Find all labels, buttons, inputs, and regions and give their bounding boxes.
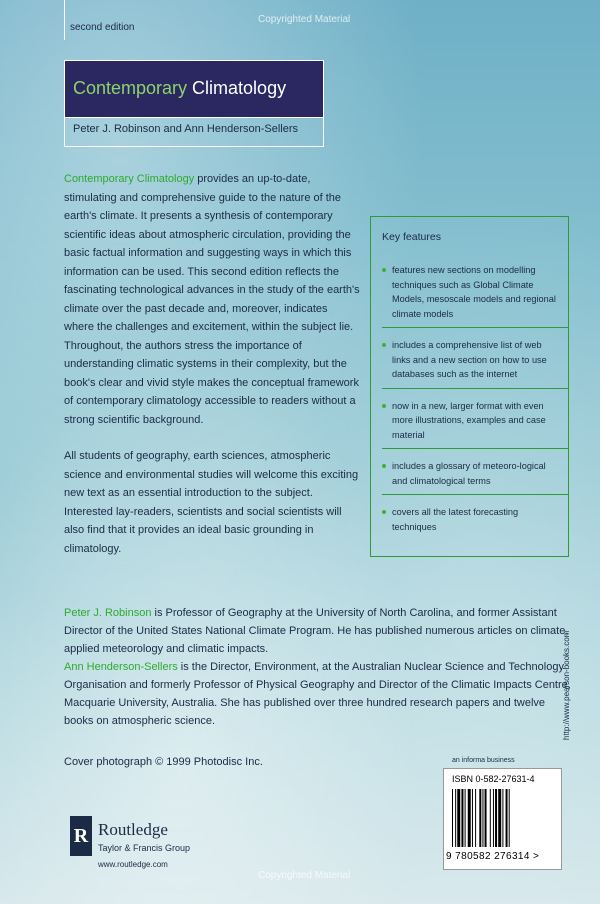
authors-box <box>64 116 324 147</box>
publisher-url[interactable]: www.routledge.com <box>98 860 168 869</box>
barcode-bar <box>468 789 471 847</box>
key-features-title: Key features <box>382 231 441 243</box>
feature-item <box>382 338 562 389</box>
title-box <box>64 60 324 118</box>
bullet-icon <box>382 404 386 408</box>
barcode-bar <box>475 789 476 847</box>
author-bios <box>64 604 574 730</box>
blurb-paragraph-1 <box>64 170 360 429</box>
divider <box>382 388 568 389</box>
barcode-bar <box>465 789 466 847</box>
bullet-icon <box>382 343 386 347</box>
feature-item <box>382 505 562 534</box>
authors: Peter J. Robinson and Ann Henderson-Sellers <box>73 123 299 135</box>
watermark-bottom: Copyrighted Material <box>258 870 351 881</box>
book-title <box>73 78 286 99</box>
blurb-title-highlight: Contemporary Climatology <box>64 173 195 185</box>
key-features-list <box>382 263 562 544</box>
feature-item <box>382 263 562 328</box>
barcode-bar <box>452 789 453 847</box>
feature-item <box>382 399 562 450</box>
routledge-logo-icon <box>70 816 92 856</box>
blurb-paragraph-2: All students of geography, earth sciences, atmospheric science and environmental studies will welcome this exciting new text as an essential introduction to the subject. Interested lay-readers, scientists and social scientists will also find that it provides an ideal basic grounding in climatology. <box>64 450 359 555</box>
bio-robinson <box>64 604 574 658</box>
barcode-bar <box>472 789 473 847</box>
divider <box>382 327 568 328</box>
pearson-url[interactable]: http://www.pearson-books.com <box>562 630 571 740</box>
barcode-number: 9 780582 276314 > <box>446 851 540 862</box>
blurb <box>64 170 360 576</box>
barcode-bar <box>495 789 497 847</box>
edition-label: second edition <box>70 22 135 33</box>
title-part-2: Climatology <box>187 78 287 98</box>
barcode-bar <box>455 789 456 847</box>
photo-credit: Cover photograph © 1999 Photodisc Inc. <box>64 756 263 768</box>
bio-name-sellers: Ann Henderson-Sellers <box>64 661 178 673</box>
blurb-text-1: provides an up-to-date, stimulating and comprehensive guide to the nature of the earth's climate. It presents a synthesis of contemporary scientific ideas about atmospheric circulation, providing the basic factual information and suggesting ways in which this information can be used. This second edition reflects the fascinating technological advances in the study of the earth's climate over the past decade and, moreover, indicates where the challenges and excitement, within the subject lie. Throughout, the authors stress the importance of understanding climatic systems in their complexity, but the book's clear and vivid style makes the conceptual framework of contemporary climatology accessible to readers without a strong scientific background. <box>64 173 360 426</box>
key-features-box <box>370 216 569 557</box>
bio-sellers <box>64 658 574 730</box>
svg-text:R: R <box>73 825 89 847</box>
barcode-bar <box>485 789 487 847</box>
barcode <box>443 768 562 870</box>
barcode-bar <box>482 789 483 847</box>
watermark-top: Copyrighted Material <box>258 14 351 25</box>
feature-text: includes a glossary of meteoro-logical and climatological terms <box>392 461 546 486</box>
barcode-bar <box>509 789 510 847</box>
divider <box>382 448 568 449</box>
bio-text-robinson: is Professor of Geography at the University of North Carolina, and former Assistant Director of the United States National Climate Program. He has published numerous articles on climate, applied meteorology and climatic impacts. <box>64 607 569 655</box>
edition-divider <box>64 0 137 40</box>
barcode-bar <box>490 789 491 847</box>
bio-name-robinson: Peter J. Robinson <box>64 607 152 619</box>
feature-item <box>382 459 562 495</box>
barcode-bar <box>498 789 501 847</box>
feature-text: now in a new, larger format with even more illustrations, examples and case material <box>392 400 546 440</box>
barcode-bar <box>457 789 460 847</box>
publisher-name: Routledge <box>98 820 168 839</box>
isbn-label: ISBN 0-582-27631-4 <box>452 774 535 784</box>
informa-label: an informa business <box>452 757 515 764</box>
publisher-group: Taylor & Francis Group <box>98 843 191 853</box>
feature-text: features new sections on modelling techniques such as Global Climate Models, mesoscale models and regional climate models <box>392 265 556 319</box>
barcode-bar <box>506 789 508 847</box>
barcode-bars <box>452 789 552 847</box>
bio-text-sellers: is the Director, Environment, at the Australian Nuclear Science and Technology Organisation and formerly Professor of Physical Geography and Director of the Climatic Impacts Centre, Macquarie University, Australia. She has published over three hundred research papers and twelve books on atmospheric science. <box>64 661 571 727</box>
barcode-bar <box>461 789 463 847</box>
bullet-icon <box>382 510 386 514</box>
feature-text: includes a comprehensive list of web links and a new section on how to use databases such as the internet <box>392 340 547 379</box>
title-part-1: Contemporary <box>73 78 188 98</box>
barcode-bar <box>493 789 494 847</box>
divider <box>382 494 568 495</box>
barcode-bar <box>502 789 503 847</box>
feature-text: covers all the latest forecasting techniques <box>392 507 519 532</box>
bullet-icon <box>382 464 386 468</box>
bullet-icon <box>382 268 386 272</box>
barcode-bar <box>479 789 481 847</box>
